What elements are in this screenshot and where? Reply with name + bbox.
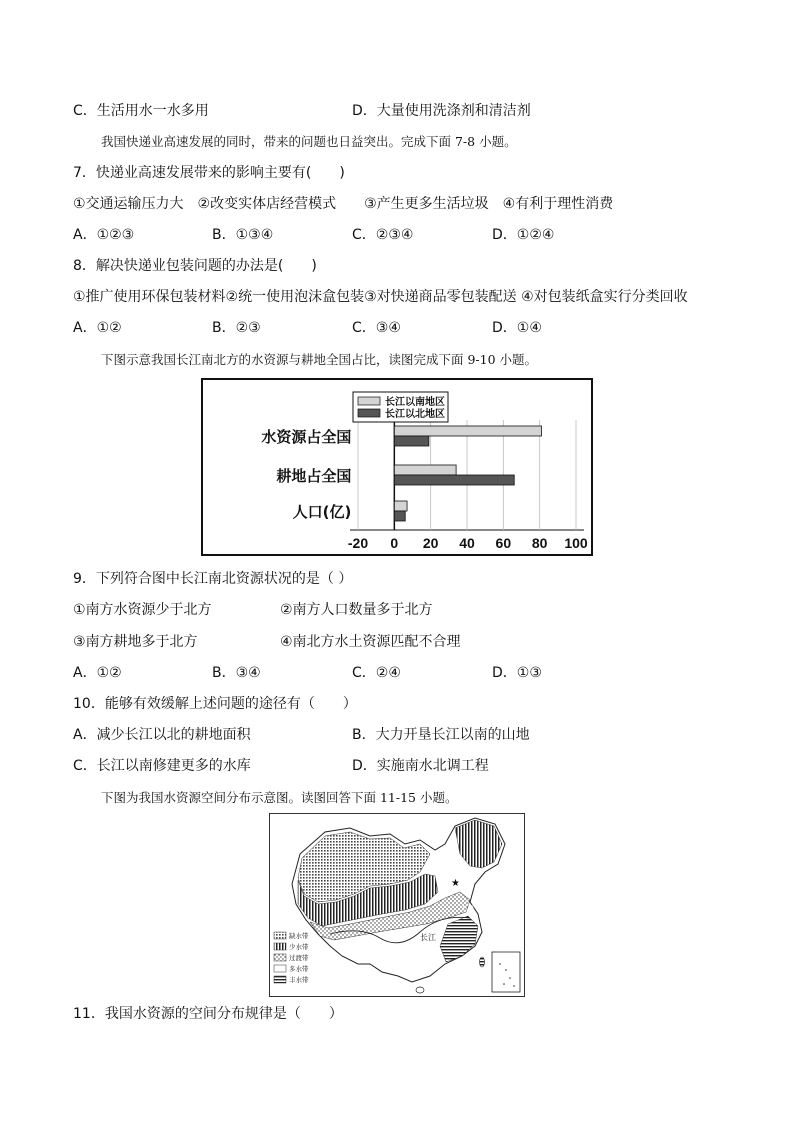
- south-sea-inset: [492, 952, 520, 992]
- q9-item-3: ③南方耕地多于北方: [73, 634, 198, 650]
- chart-bar-south: [394, 465, 456, 475]
- q9-option-b: B．③④: [212, 665, 261, 681]
- chart-bar-south: [394, 501, 407, 511]
- q6-option-c: C．生活用水一水多用: [73, 103, 209, 119]
- q9-option-c: C．②④: [352, 665, 401, 681]
- q9-item-1: ①南方水资源少于北方: [73, 602, 212, 618]
- legend-label-low: 少水带: [289, 943, 309, 951]
- q10-stem: 10．能够有效缓解上述问题的途径有（ ）: [73, 696, 357, 712]
- q7-option-c: C．②③④: [352, 227, 414, 243]
- q7-option-b: B．①③④: [212, 227, 274, 243]
- legend-label-shortage: 缺水带: [289, 932, 309, 940]
- chart-legend-label: 长江以南地区: [385, 397, 445, 408]
- label-river: 长江: [420, 933, 436, 942]
- q7-option-d: D．①②④: [492, 227, 555, 243]
- chart-legend-label: 长江以北地区: [385, 409, 445, 420]
- q9-option-a: A．①②: [73, 665, 122, 681]
- chart-x-tick-label: 0: [390, 535, 399, 551]
- legend-swatch-many: [274, 965, 286, 972]
- chart-category-label: 水资源占全国: [261, 428, 352, 446]
- q10-option-d: D．实施南水北调工程: [352, 758, 489, 774]
- intro-7-8: 我国快递业高速发展的同时，带来的问题也日益突出。完成下面 7-8 小题。: [101, 134, 517, 149]
- intro-9-10: 下图示意我国长江南北方的水资源与耕地全国占比，读图完成下面 9-10 小题。: [101, 352, 538, 367]
- q10-option-c: C．长江以南修建更多的水库: [73, 758, 251, 774]
- chart-legend-swatch: [358, 409, 380, 417]
- q8-option-b: B．②③: [212, 320, 261, 336]
- chart-category-label: 人口(亿): [292, 503, 352, 521]
- chart-bar-south: [394, 426, 541, 436]
- q9-stem: 9．下列符合图中长江南北资源状况的是（ ）: [73, 571, 353, 587]
- hainan-island: [416, 987, 424, 993]
- legend-swatch-low: [274, 943, 286, 950]
- q9-item-4: ④南北方水土资源匹配不合理: [280, 634, 461, 650]
- q6-option-d: D．大量使用洗涤剂和清洁剂: [352, 103, 531, 119]
- chart-x-tick-label: -20: [347, 535, 369, 551]
- taiwan-island: [480, 957, 485, 967]
- q8-option-a: A．①②: [73, 320, 122, 336]
- legend-label-transition: 过渡带: [289, 954, 309, 962]
- q7-stem: 7．快递业高速发展带来的影响主要有( ): [73, 165, 345, 181]
- q10-option-b: B．大力开垦长江以南的山地: [352, 727, 530, 743]
- q10-option-a: A．减少长江以北的耕地面积: [73, 727, 251, 743]
- q9-item-2: ②南方人口数量多于北方: [280, 602, 433, 618]
- chart-svg: [203, 380, 591, 554]
- label-beijing: 北京: [458, 876, 472, 884]
- resource-bar-chart: [201, 378, 593, 556]
- chart-category-label: 耕地占全国: [276, 467, 352, 485]
- q9-option-d: D．①③: [492, 665, 542, 681]
- legend-label-rich: 丰水带: [289, 976, 309, 984]
- chart-bar-north: [394, 436, 429, 446]
- chart-x-tick-label: 40: [459, 535, 475, 551]
- beijing-star-icon: ★: [451, 878, 460, 889]
- legend-swatch-transition: [274, 954, 286, 961]
- map-svg: [270, 814, 524, 996]
- intro-11-15: 下图为我国水资源空间分布示意图。读图回答下面 11-15 小题。: [101, 790, 458, 805]
- map-legend: [274, 931, 309, 984]
- chart-legend-swatch: [358, 397, 380, 405]
- q8-option-c: C．③④: [352, 320, 401, 336]
- chart-x-tick-label: 60: [495, 535, 512, 551]
- q7-option-a: A．①②③: [73, 227, 135, 243]
- q8-stem: 8．解决快递业包装问题的办法是( ): [73, 258, 317, 274]
- chart-bar-north: [394, 511, 405, 521]
- chart-x-tick-label: 80: [531, 535, 548, 551]
- label-shanghai: 上海: [460, 904, 474, 912]
- legend-swatch-shortage: [274, 932, 286, 939]
- legend-label-many: 多水带: [289, 965, 309, 973]
- q8-items: ①推广使用环保包装材料②统一使用泡沫盒包装③对快递商品零包装配送 ④对包装纸盒实行分类回收: [73, 289, 688, 305]
- q7-items: ①交通运输压力大 ②改变实体店经营模式 ③产生更多生活垃圾 ④有利于理性消费: [73, 196, 614, 212]
- water-distribution-map: [269, 813, 525, 997]
- legend-swatch-rich: [274, 976, 286, 983]
- q8-option-d: D．①④: [492, 320, 542, 336]
- chart-x-tick-label: 100: [564, 535, 588, 551]
- q11-stem: 11．我国水资源的空间分布规律是（ ）: [73, 1006, 343, 1022]
- chart-bar-north: [394, 475, 514, 485]
- chart-x-tick-label: 20: [422, 535, 439, 551]
